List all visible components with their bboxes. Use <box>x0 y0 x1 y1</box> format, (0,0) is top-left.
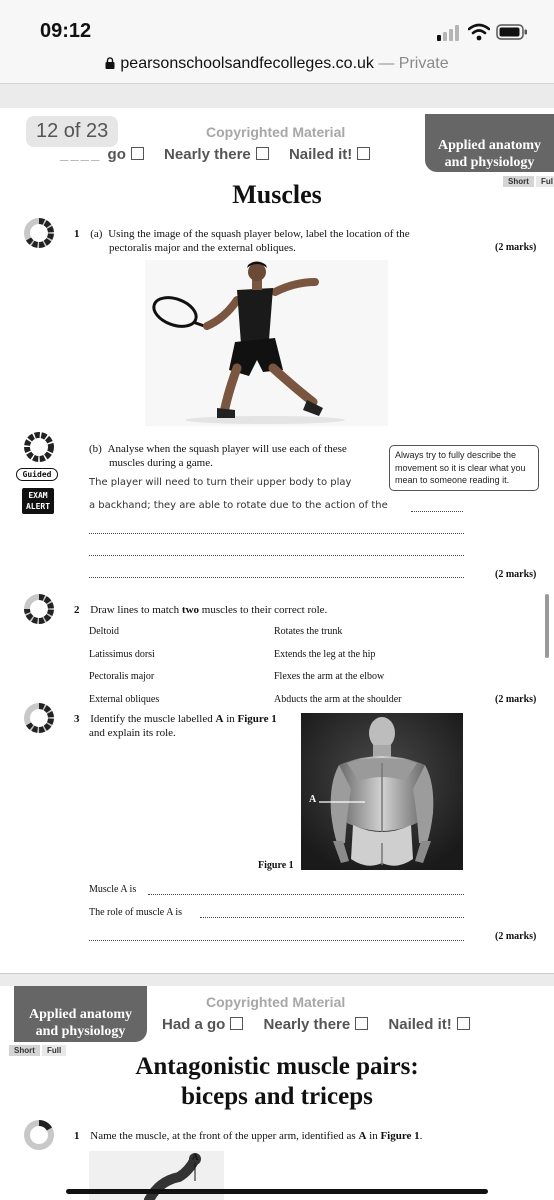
muscle-option[interactable]: External obliques <box>89 694 160 705</box>
figure-caption: Figure 1 <box>258 860 294 871</box>
wifi-icon <box>468 23 490 41</box>
question-text-bold: Figure 1 <box>237 713 277 725</box>
role-option[interactable]: Flexes the arm at the elbow <box>274 671 385 682</box>
exam-alert-badge <box>22 488 54 514</box>
page-title: Muscles <box>232 180 322 209</box>
question-text: . <box>419 1130 423 1142</box>
answer-line[interactable] <box>200 917 464 918</box>
checkbox-icon[interactable] <box>457 1017 470 1030</box>
answer-line[interactable] <box>148 894 464 895</box>
copyright-label: Copyrighted Material <box>206 124 346 140</box>
muscle-option[interactable]: Pectoralis major <box>89 671 155 682</box>
question-number: 1 <box>74 1130 80 1142</box>
full-chip: Full <box>42 1045 66 1056</box>
question-text: in <box>223 713 238 725</box>
question-1a <box>74 227 444 255</box>
url-separator: — <box>373 55 399 72</box>
short-chip: Short <box>503 176 534 187</box>
scrollbar-thumb[interactable] <box>545 594 549 658</box>
question-text: Draw lines to match <box>90 604 182 616</box>
question-text: Name the muscle, at the front of the upper arm, identified as <box>90 1130 359 1142</box>
private-label: Private <box>398 55 449 72</box>
short-chip: Short <box>9 1045 40 1056</box>
answer-line[interactable] <box>89 577 464 578</box>
checkbox-icon[interactable] <box>230 1017 243 1030</box>
page-title-line1: Antagonistic muscle pairs: <box>135 1053 419 1080</box>
question-2 <box>74 603 327 617</box>
copyright-label: Copyrighted Material <box>206 994 346 1010</box>
nearly-there-label: Nearly there <box>164 146 251 163</box>
question-text: and explain its role. <box>89 727 176 739</box>
question-text: muscles during a game. <box>109 457 213 469</box>
question-text-bold: Figure 1 <box>380 1130 420 1142</box>
question-1 <box>74 1129 422 1143</box>
tip-line: mean to someone reading it. <box>395 475 510 485</box>
question-text: Using the image of the squash player below, label the location of the <box>108 228 410 240</box>
topic-tag-line1: Applied anatomy <box>437 138 542 153</box>
had-a-go-label: go <box>107 146 126 163</box>
tip-line: movement so it is clear what you <box>395 462 526 473</box>
muscle-option[interactable]: Latissimus dorsi <box>89 649 155 660</box>
question-text: pectoralis major and the external obliques. <box>109 242 296 254</box>
role-option[interactable]: Rotates the trunk <box>274 626 343 637</box>
guided-answer-line: The player will need to turn their upper body to play <box>89 477 352 488</box>
marks-label: (2 marks) <box>495 931 537 942</box>
question-1b <box>89 442 379 470</box>
answer-line[interactable] <box>89 533 464 534</box>
difficulty-dial-icon <box>24 218 54 248</box>
question-text: Identify the muscle labelled <box>90 713 216 725</box>
topic-tag <box>425 114 554 172</box>
role-option[interactable]: Abducts the arm at the shoulder <box>274 694 402 705</box>
marks-label: (2 marks) <box>495 569 537 580</box>
question-3 <box>74 712 294 740</box>
difficulty-dial-icon <box>24 703 54 733</box>
tip-line: Always try to fully describe the <box>395 450 517 460</box>
nailed-it-label: Nailed it! <box>288 146 353 163</box>
progress-checklist: ____ go Nearly there Nailed it! <box>60 146 374 163</box>
had-a-go-label: Had a go <box>162 1016 226 1033</box>
question-text-bold: A <box>215 713 224 725</box>
question-text: muscles to their correct role. <box>199 604 328 616</box>
figure-label-a: A <box>309 794 317 805</box>
exam-alert-line1: EXAM <box>28 491 48 500</box>
exam-alert-line2: ALERT <box>25 502 51 511</box>
status-time: 09:12 <box>40 20 92 42</box>
guided-badge: Guided <box>16 468 58 481</box>
marks-label: (2 marks) <box>495 694 537 705</box>
page-counter: 12 of 23 <box>26 116 118 147</box>
home-indicator[interactable] <box>66 1189 488 1194</box>
difficulty-dial-icon <box>24 432 54 462</box>
question-part: (a) <box>90 228 103 240</box>
answer-line[interactable] <box>89 940 464 941</box>
full-chip: Ful <box>536 176 554 187</box>
question-text-bold: two <box>181 604 200 616</box>
lock-icon <box>105 57 115 69</box>
question-number: 1 <box>74 228 80 240</box>
answer-line[interactable] <box>411 511 463 512</box>
checkbox-icon[interactable] <box>256 147 269 160</box>
checkbox-icon[interactable] <box>355 1017 368 1030</box>
figure-label-a: A <box>192 1152 199 1162</box>
muscle-option[interactable]: Deltoid <box>89 626 119 637</box>
checkbox-icon[interactable] <box>357 147 370 160</box>
question-number: 3 <box>74 713 80 725</box>
question-text: Analyse when the squash player will use each of these <box>107 443 347 455</box>
answer-line[interactable] <box>89 555 464 556</box>
question-text: in <box>366 1130 381 1142</box>
checkbox-icon[interactable] <box>131 147 144 160</box>
nailed-it-label: Nailed it! <box>388 1016 452 1033</box>
topic-tag-line1: Applied anatomy <box>28 1007 133 1022</box>
progress-checklist <box>162 1016 474 1033</box>
tip-box <box>389 445 539 491</box>
question-number: 2 <box>74 604 80 616</box>
role-option[interactable]: Extends the leg at the hip <box>274 649 376 660</box>
signal-icon <box>437 25 463 41</box>
difficulty-dial-icon <box>24 594 54 624</box>
question-text-bold: A <box>358 1130 367 1142</box>
topic-tag-line2: and physiology <box>35 1024 126 1039</box>
answer-prompt: Muscle A is <box>89 884 137 895</box>
address-bar[interactable] <box>0 55 554 73</box>
battery-icon <box>496 24 528 41</box>
squash-player-image <box>145 260 388 426</box>
topic-tag-line2: and physiology <box>444 155 535 170</box>
answer-prompt: The role of muscle A is <box>89 907 183 918</box>
marks-label: (2 marks) <box>495 242 537 253</box>
question-part: (b) <box>89 443 102 455</box>
page-title <box>0 1052 554 1112</box>
url-domain: pearsonschoolsandfecolleges.co.uk <box>120 55 374 72</box>
difficulty-dial-icon <box>24 1120 54 1150</box>
guided-answer-line: a backhand; they are able to rotate due to the action of the <box>89 500 388 511</box>
back-muscles-figure <box>301 713 463 870</box>
page-title-line2: biceps and triceps <box>181 1083 373 1110</box>
topic-tag <box>14 986 147 1042</box>
nearly-there-label: Nearly there <box>263 1016 351 1033</box>
